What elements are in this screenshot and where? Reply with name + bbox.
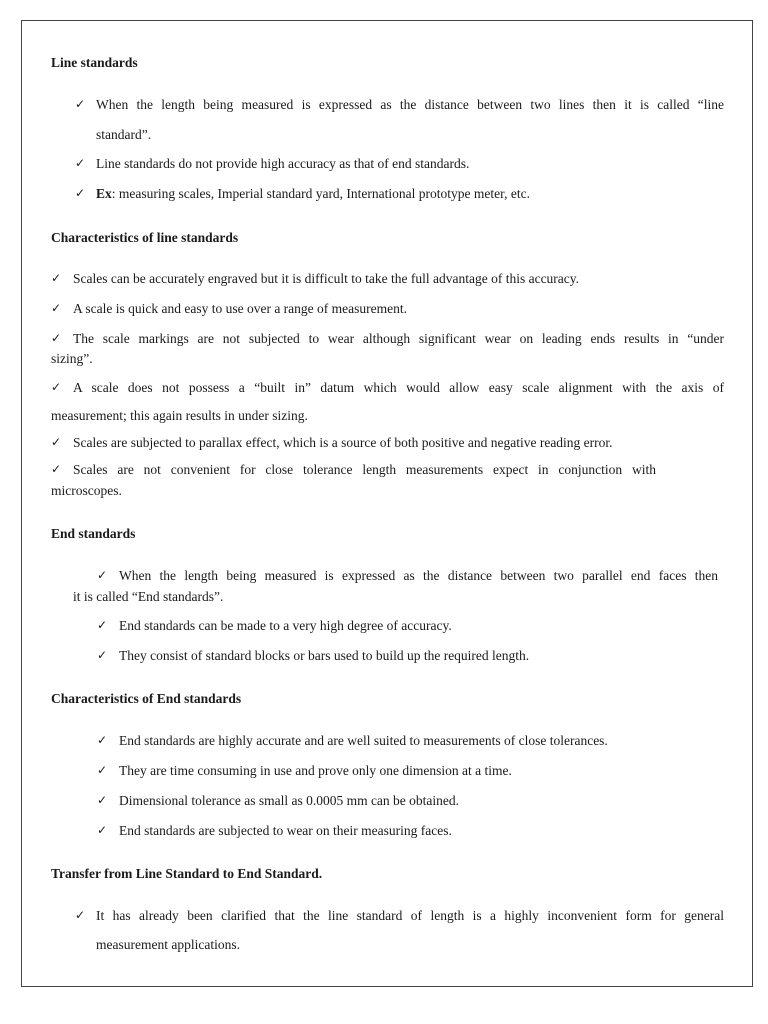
list-item: A scale is quick and easy to use over a range of measurement. [73, 301, 408, 316]
checkmark-icon: ✓ [97, 763, 108, 777]
list-item-continuation: measurement; this again results in under sizing. [51, 408, 308, 423]
list-item: End standards can be made to a very high degree of accuracy. [119, 618, 452, 633]
checkmark-icon: ✓ [97, 823, 108, 837]
checkmark-icon: ✓ [51, 301, 62, 315]
list-item: End standards are subjected to wear on their measuring faces. [119, 823, 452, 838]
checkmark-icon: ✓ [75, 186, 86, 200]
checkmark-icon: ✓ [97, 618, 108, 632]
checkmark-icon: ✓ [51, 380, 62, 394]
checkmark-icon: ✓ [97, 648, 108, 662]
checkmark-icon: ✓ [97, 793, 108, 807]
list-item: When the length being measured is expressed as the distance between two parallel end faces then [119, 568, 718, 583]
checkmark-icon: ✓ [97, 733, 108, 747]
example-text: : measuring scales, Imperial standard yard, International prototype meter, etc. [111, 186, 530, 201]
list-item: The scale markings are not subjected to wear although significant wear on leading ends results in “under [73, 331, 724, 346]
list-item-continuation: standard”. [96, 127, 152, 142]
list-item: Dimensional tolerance as small as 0.0005 mm can be obtained. [119, 793, 460, 808]
checkmark-icon: ✓ [97, 568, 108, 582]
checkmark-icon: ✓ [51, 435, 62, 449]
list-item: Scales can be accurately engraved but it is difficult to take the full advantage of this accuracy. [73, 271, 580, 286]
list-item: They consist of standard blocks or bars used to build up the required length. [119, 648, 530, 663]
list-item [96, 186, 530, 202]
list-item: When the length being measured is expressed as the distance between two lines then it is called “line [96, 97, 724, 112]
checkmark-icon: ✓ [51, 331, 62, 345]
checkmark-icon: ✓ [75, 908, 86, 922]
list-item: A scale does not possess a “built in” datum which would allow easy scale alignment with the axis of [73, 380, 724, 395]
checkmark-icon: ✓ [75, 97, 86, 111]
list-item-continuation: sizing”. [51, 351, 93, 366]
list-item: Scales are subjected to parallax effect, which is a source of both positive and negative reading error. [73, 435, 613, 450]
list-item: Line standards do not provide high accuracy as that of end standards. [96, 156, 470, 171]
list-item: It has already been clarified that the line standard of length is a highly inconvenient form for general [96, 908, 724, 923]
list-item-continuation: measurement applications. [96, 937, 240, 952]
example-label: Ex [96, 186, 112, 201]
list-item: They are time consuming in use and prove only one dimension at a time. [119, 763, 512, 778]
heading-characteristics-end: Characteristics of End standards [51, 691, 242, 706]
list-item: End standards are highly accurate and are well suited to measurements of close tolerances. [119, 733, 608, 748]
checkmark-icon: ✓ [75, 156, 86, 170]
heading-transfer: Transfer from Line Standard to End Standard. [51, 866, 323, 881]
checkmark-icon: ✓ [51, 462, 62, 476]
checkmark-icon: ✓ [51, 271, 62, 285]
heading-line-standards: Line standards [51, 55, 138, 70]
list-item-continuation: it is called “End standards”. [73, 589, 224, 604]
list-item-continuation: microscopes. [51, 483, 122, 498]
list-item: Scales are not convenient for close tolerance length measurements expect in conjunction with [73, 462, 656, 477]
heading-end-standards: End standards [51, 526, 136, 541]
heading-characteristics-line: Characteristics of line standards [51, 230, 239, 245]
